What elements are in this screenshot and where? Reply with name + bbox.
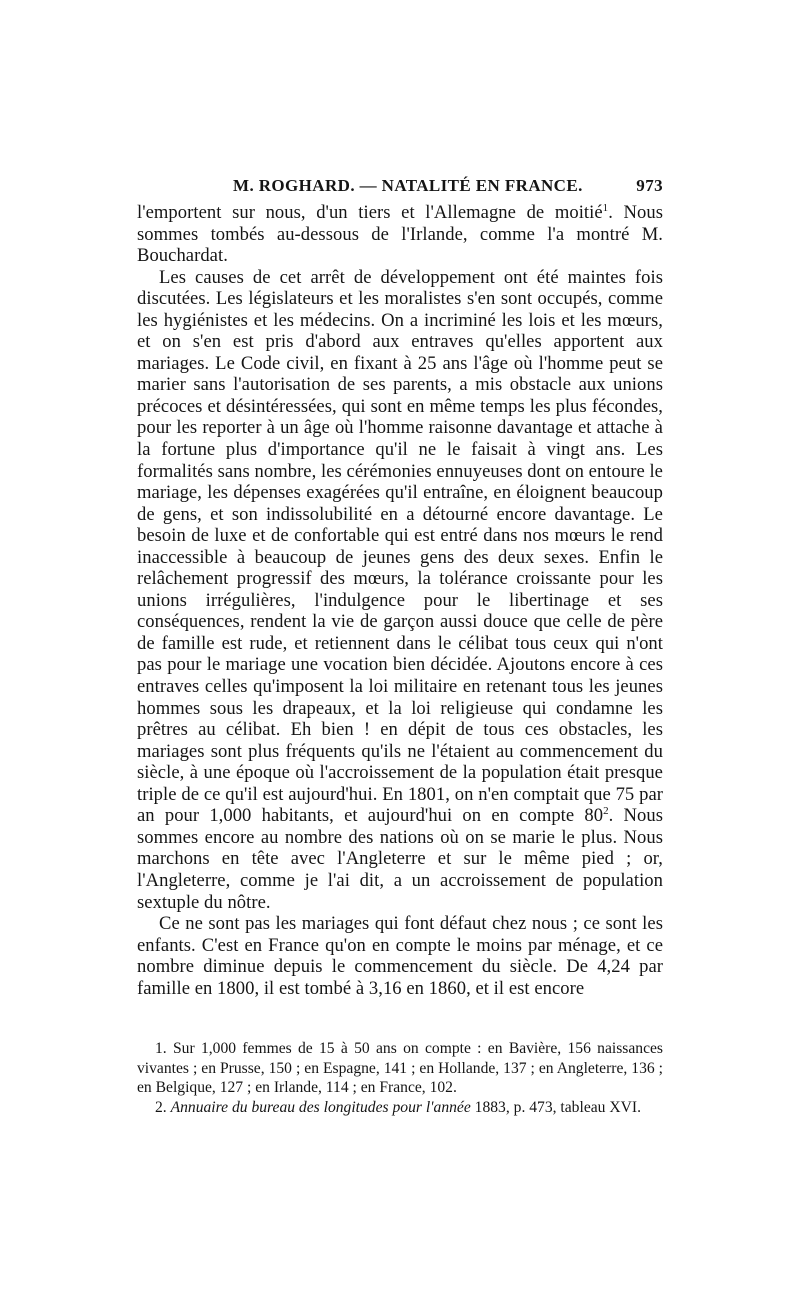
paragraph-2-text-b: . Nous sommes encore au nombre des nations où on se marie le plus. Nous marchons en tête avec l'Angleterre et sur le même pied ; or, l'Angleterre, comme je l'ai dit, a un accroissement de population sextuple du nôtre. xyxy=(137,805,664,913)
footnote-2-rest: 1883, p. 473, tableau XVI. xyxy=(470,1099,641,1117)
footnote-2-title: Annuaire du bureau des longitudes pour l'année xyxy=(170,1099,471,1117)
paragraph-2 xyxy=(137,267,663,913)
running-title: M. ROGHARD. — NATALITÉ EN FRANCE. xyxy=(233,176,583,195)
main-text xyxy=(137,202,663,999)
footnote-ref-1: 1 xyxy=(602,202,609,214)
paragraph-1-text: l'emportent sur nous, d'un tiers et l'Allemagne de moitié xyxy=(137,202,603,223)
paragraph-1-end: . Nous sommes tombés au-dessous de l'Irlande, comme l'a montré M. Bouchardat. xyxy=(137,202,663,267)
footnote-ref-2: 2 xyxy=(603,805,609,818)
book-page xyxy=(137,176,663,1118)
running-header xyxy=(137,176,663,202)
paragraph-2-text-a: Les causes de cet arrêt de développement ont été maintes fois discutées. Les législateurs et les moralistes s'en sont occupés, comme les hygiénistes et les médecins. On a incriminé les lois et les mœurs, et on s'en est pris d'abord aux entraves qu'elles apportent aux mariages. Le Code civil, en fixant à 25 ans l'âge où l'homme peut se marier sans l'autorisation de ses parents, a mis obstacle aux unions précoces et désintéressées, qui sont en même temps les plus fécondes, pour les reporter à un âge où l'homme raisonne davantage et attache à la fortune plus d'importance qu'il ne le faisait à vingt ans. Les formalités sans nombre, les cérémonies ennuyeuses dont on entoure le mariage, les dépenses exagérées qu'il entraîne, en éloignent beaucoup de gens, et son indissolubilité en a détourné encore davantage. Le besoin de luxe et de confortable qui est entré dans nos mœurs le rend inaccessible à beaucoup de jeunes gens des deux sexes. Enfin le relâchement progressif des mœurs, la tolérance croissante pour les unions irrégulières, l'indulgence pour le libertinage et ses conséquences, rendent la vie de garçon aussi douce que celle de père de famille est rude, et retiennent dans le célibat tous ceux qui n'ont pas pour le mariage une vocation bien décidée. Ajoutons encore à ces entraves celles qu'imposent la loi militaire en retenant tous les jeunes hommes sous les drapeaux, et la loi religieuse qui condamne les prêtres au célibat. Eh bien ! en dépit de tous ces obstacles, les mariages sont plus fréquents qu'ils ne l'étaient au commencement du siècle, à une époque où l'accroissement de la population était presque triple de ce qu'il est aujourd'hui. En 1801, on n'en comptait que 75 par an pour 1,000 habitants, et aujourd'hui on en compte 80 xyxy=(137,266,663,827)
footnote-2-number: 2. xyxy=(155,1099,171,1117)
footnote-1: 1. Sur 1,000 femmes de 15 à 50 ans on compte : en Bavière, 156 naissances vivantes ; en Prusse, 150 ; en Espagne, 141 ; en Hollande, 137 ; en Angleterre, 136 ; en Belgique, 127 ; en Irlande, 114 ; en France, 102. xyxy=(137,1040,663,1097)
paragraph-3: Ce ne sont pas les mariages qui font défaut chez nous ; ce sont les enfants. C'est en France qu'on en compte le moins par ménage, et ce nombre diminue depuis le commencement du siècle. De 4,24 par famille en 1800, il est tombé à 3,16 en 1860, et il est encore xyxy=(137,913,663,999)
paragraph-1 xyxy=(137,202,663,267)
footnotes xyxy=(137,1039,663,1117)
footnote-2 xyxy=(137,1098,663,1118)
page-number: 973 xyxy=(636,176,663,195)
